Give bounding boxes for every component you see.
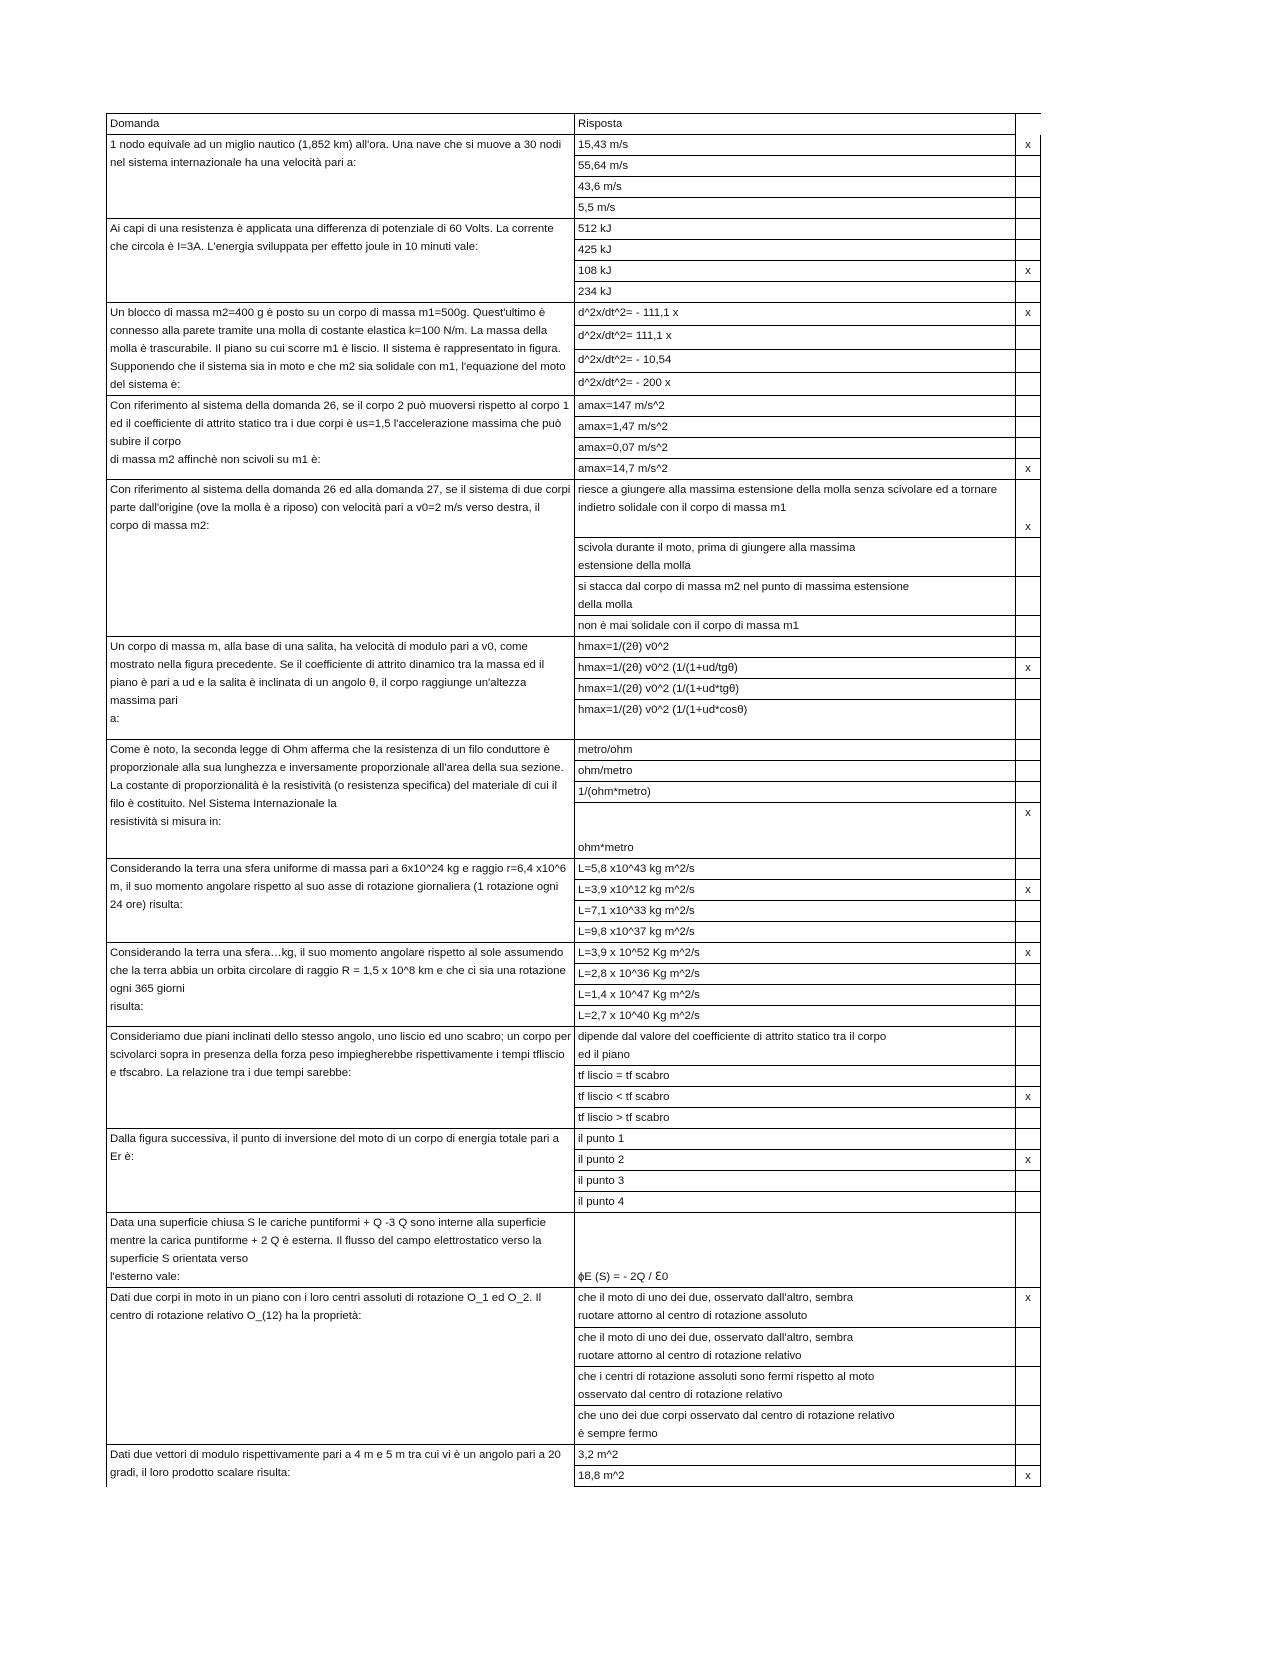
answer-text: che uno dei due corpi osservato dal centro di rotazione relativo è sempre fermo [575, 1406, 1016, 1445]
correct-mark: x [1016, 261, 1041, 282]
answer-row [107, 859, 1041, 880]
quiz-table [106, 113, 1041, 1487]
answer-text: che il moto di uno dei due, osservato dall'altro, sembra ruotare attorno al centro di rotazione assoluto [575, 1288, 1016, 1328]
question-text: Come è noto, la seconda legge di Ohm afferma che la resistenza di un filo conduttore è proporzionale alla sua lunghezza e inversamente proporzionale all'area della sua sezione. La costante di proporzionalità è la resistività (o resistenza specifica) del materiale di cui il filo è costituito. Nel Sistema Internazionale la resistività si misura in: [107, 740, 575, 859]
answer-row [107, 1129, 1041, 1150]
question-text: Data una superficie chiusa S le cariche puntiformi + Q -3 Q sono interne alla superficie mentre la carica puntiforme + 2 Q è esterna. Il flusso del campo elettrostatico verso la superficie S orientata verso l'esterno vale: [107, 1213, 575, 1288]
answer-text: 1/(ohm*metro) [575, 782, 1016, 803]
answer-text: hmax=1/(2θ) v0^2 (1/(1+ud/tgθ) [575, 658, 1016, 679]
quiz-table-body [107, 114, 1041, 1487]
answer-text: hmax=1/(2θ) v0^2 (1/(1+ud*tgθ) [575, 679, 1016, 700]
answer-text: amax=14,7 m/s^2 [575, 459, 1016, 480]
question-text: Con riferimento al sistema della domanda 26 ed alla domanda 27, se il sistema di due corpi parte dall'origine (ove la molla è a riposo) con velocità pari a v0=2 m/s verso destra, il corpo di massa m2: [107, 480, 575, 637]
correct-mark [1016, 1006, 1041, 1027]
correct-mark [1016, 1192, 1041, 1213]
answer-text: tf liscio > tf scabro [575, 1108, 1016, 1129]
answer-text: il punto 4 [575, 1192, 1016, 1213]
correct-mark [1016, 761, 1041, 782]
correct-mark: x [1016, 880, 1041, 901]
answer-row [107, 1027, 1041, 1066]
correct-mark [1016, 616, 1041, 637]
question-text: Ai capi di una resistenza è applicata una differenza di potenziale di 60 Volts. La corrente che circola è I=3A. L'energia sviluppata per effetto joule in 10 minuti vale: [107, 219, 575, 303]
correct-mark [1016, 1213, 1041, 1288]
correct-mark: x [1016, 1150, 1041, 1171]
answer-text: non è mai solidale con il corpo di massa m1 [575, 616, 1016, 637]
answer-text: amax=147 m/s^2 [575, 396, 1016, 417]
correct-mark [1016, 1406, 1041, 1445]
question-text: Consideriamo due piani inclinati dello stesso angolo, uno liscio ed uno scabro; un corpo per scivolarci sopra in presenza della forza peso impiegherebbe rispettivamente i tempi tfliscio e tfscabro. La relazione tra i due tempi sarebbe: [107, 1027, 575, 1129]
correct-mark: x [1016, 1087, 1041, 1108]
correct-mark [1016, 240, 1041, 261]
correct-mark: x [1016, 943, 1041, 964]
answer-text: amax=0,07 m/s^2 [575, 438, 1016, 459]
correct-mark [1016, 901, 1041, 922]
header-mark [1016, 114, 1041, 135]
answer-text: 43,6 m/s [575, 177, 1016, 198]
answer-text: L=3,9 x10^12 kg m^2/s [575, 880, 1016, 901]
answer-text: 18,8 m^2 [575, 1466, 1016, 1487]
question-text: 1 nodo equivale ad un miglio nautico (1,852 km) all'ora. Una nave che si muove a 30 nodi nel sistema internazionale ha una velocità pari a: [107, 135, 575, 219]
correct-mark [1016, 372, 1041, 395]
answer-text: L=2,8 x 10^36 Kg m^2/s [575, 964, 1016, 985]
correct-mark [1016, 1129, 1041, 1150]
answer-text: L=2,7 x 10^40 Kg m^2/s [575, 1006, 1016, 1027]
correct-mark [1016, 538, 1041, 577]
correct-mark [1016, 156, 1041, 177]
answer-text: amax=1,47 m/s^2 [575, 417, 1016, 438]
correct-mark [1016, 1445, 1041, 1466]
answer-text: 234 kJ [575, 282, 1016, 303]
correct-mark [1016, 637, 1041, 658]
answer-text: dipende dal valore del coefficiente di attrito statico tra il corpo ed il piano [575, 1027, 1016, 1066]
answer-text: L=7,1 x10^33 kg m^2/s [575, 901, 1016, 922]
answer-text: ohm/metro [575, 761, 1016, 782]
answer-row [107, 740, 1041, 761]
correct-mark: x [1016, 1466, 1041, 1487]
answer-text: 512 kJ [575, 219, 1016, 240]
correct-mark: x [1016, 658, 1041, 679]
answer-row [107, 1445, 1041, 1466]
answer-text: 15,43 m/s [575, 135, 1016, 156]
answer-text: ohm*metro [575, 803, 1016, 859]
correct-mark [1016, 922, 1041, 943]
question-text: Un corpo di massa m, alla base di una salita, ha velocità di modulo pari a v0, come mostrato nella figura precedente. Se il coefficiente di attrito dinamico tra la massa ed il piano è pari a ud e la salita è inclinata di un angolo θ, il corpo raggiunge un'altezza massima pari a: [107, 637, 575, 740]
correct-mark [1016, 1367, 1041, 1406]
answer-text: il punto 3 [575, 1171, 1016, 1192]
correct-mark [1016, 219, 1041, 240]
correct-mark [1016, 326, 1041, 349]
correct-mark [1016, 417, 1041, 438]
answer-text: che il moto di uno dei due, osservato dall'altro, sembra ruotare attorno al centro di rotazione relativo [575, 1328, 1016, 1367]
correct-mark: x [1016, 1288, 1041, 1328]
answer-text: scivola durante il moto, prima di giungere alla massima estensione della molla [575, 538, 1016, 577]
answer-text: hmax=1/(2θ) v0^2 [575, 637, 1016, 658]
answer-row [107, 1288, 1041, 1328]
correct-mark [1016, 1171, 1041, 1192]
answer-text: d^2x/dt^2= - 200 x [575, 372, 1016, 395]
question-text: Considerando la terra una sfera…kg, il suo momento angolare rispetto al sole assumendo che la terra abbia un orbita circolare di raggio R = 1,5 x 10^8 km e che ci sia una rotazione ogni 365 giorni risulta: [107, 943, 575, 1027]
correct-mark: x [1016, 135, 1041, 156]
answer-text: 5,5 m/s [575, 198, 1016, 219]
answer-text: hmax=1/(2θ) v0^2 (1/(1+ud*cosθ) [575, 700, 1016, 740]
correct-mark [1016, 282, 1041, 303]
answer-text: d^2x/dt^2= 111,1 x [575, 326, 1016, 349]
correct-mark [1016, 782, 1041, 803]
question-text: Dalla figura successiva, il punto di inversione del moto di un corpo di energia totale pari a Er è: [107, 1129, 575, 1213]
answer-text: 108 kJ [575, 261, 1016, 282]
correct-mark [1016, 1328, 1041, 1367]
answer-text: il punto 2 [575, 1150, 1016, 1171]
question-text: Con riferimento al sistema della domanda 26, se il corpo 2 può muoversi rispetto al corpo 1 ed il coefficiente di attrito statico tra i due corpi è us=1,5 l'accelerazione massima che può subire il corpo di massa m2 affinchè non scivoli su m1 è: [107, 396, 575, 480]
answer-text: L=9,8 x10^37 kg m^2/s [575, 922, 1016, 943]
correct-mark [1016, 198, 1041, 219]
correct-mark [1016, 438, 1041, 459]
answer-text: L=3,9 x 10^52 Kg m^2/s [575, 943, 1016, 964]
answer-text: che i centri di rotazione assoluti sono fermi rispetto al moto osservato dal centro di rotazione relativo [575, 1367, 1016, 1406]
answer-text: 55,64 m/s [575, 156, 1016, 177]
answer-text: il punto 1 [575, 1129, 1016, 1150]
answer-text: tf liscio = tf scabro [575, 1066, 1016, 1087]
correct-mark [1016, 679, 1041, 700]
quiz-sheet [106, 113, 1040, 1487]
correct-mark: x [1016, 803, 1041, 859]
correct-mark: x [1016, 480, 1041, 538]
answer-row [107, 135, 1041, 156]
answer-row [107, 1213, 1041, 1288]
correct-mark [1016, 1027, 1041, 1066]
answer-row [107, 480, 1041, 538]
answer-row [107, 943, 1041, 964]
header-row [107, 114, 1041, 135]
question-text: Dati due corpi in moto in un piano con i loro centri assoluti di rotazione O_1 ed O_2. Il centro di rotazione relativo O_(12) ha la proprietà: [107, 1288, 575, 1445]
answer-text: 3,2 m^2 [575, 1445, 1016, 1466]
answer-text: d^2x/dt^2= - 111,1 x [575, 303, 1016, 326]
correct-mark [1016, 177, 1041, 198]
answer-text: ɸE (S) = - 2Q / ℇ0 [575, 1213, 1016, 1288]
header-question: Domanda [107, 114, 575, 135]
question-text: Considerando la terra una sfera uniforme di massa pari a 6x10^24 kg e raggio r=6,4 x10^6 m, il suo momento angolare rispetto al suo asse di rotazione giornaliera (1 rotazione ogni 24 ore) risulta: [107, 859, 575, 943]
correct-mark [1016, 1108, 1041, 1129]
answer-text: d^2x/dt^2= - 10,54 [575, 349, 1016, 372]
correct-mark: x [1016, 459, 1041, 480]
answer-text: si stacca dal corpo di massa m2 nel punto di massima estensione della molla [575, 577, 1016, 616]
answer-row [107, 637, 1041, 658]
answer-text: metro/ohm [575, 740, 1016, 761]
answer-text: tf liscio < tf scabro [575, 1087, 1016, 1108]
answer-row [107, 219, 1041, 240]
question-text: Dati due vettori di modulo rispettivamente pari a 4 m e 5 m tra cui vi è un angolo pari a 20 gradi, il loro prodotto scalare risulta: [107, 1445, 575, 1487]
correct-mark [1016, 985, 1041, 1006]
question-text: Un blocco di massa m2=400 g è posto su un corpo di massa m1=500g. Quest'ultimo è connesso alla parete tramite una molla di costante elastica k=100 N/m. La massa della molla è trascurabile. Il piano su cui scorre m1 è liscio. Il sistema è rappresentato in figura. Supponendo che il sistema sia in moto e che m2 sia solidale con m1, l'equazione del moto del sistema è: [107, 303, 575, 396]
correct-mark [1016, 740, 1041, 761]
correct-mark [1016, 396, 1041, 417]
answer-text: 425 kJ [575, 240, 1016, 261]
correct-mark [1016, 1066, 1041, 1087]
answer-row [107, 396, 1041, 417]
answer-text: L=5,8 x10^43 kg m^2/s [575, 859, 1016, 880]
header-answer: Risposta [575, 114, 1016, 135]
correct-mark [1016, 700, 1041, 740]
correct-mark: x [1016, 303, 1041, 326]
answer-text: L=1,4 x 10^47 Kg m^2/s [575, 985, 1016, 1006]
correct-mark [1016, 349, 1041, 372]
answer-text: riesce a giungere alla massima estensione della molla senza scivolare ed a tornare indietro solidale con il corpo di massa m1 [575, 480, 1016, 538]
answer-row [107, 303, 1041, 326]
correct-mark [1016, 577, 1041, 616]
correct-mark [1016, 964, 1041, 985]
correct-mark [1016, 859, 1041, 880]
